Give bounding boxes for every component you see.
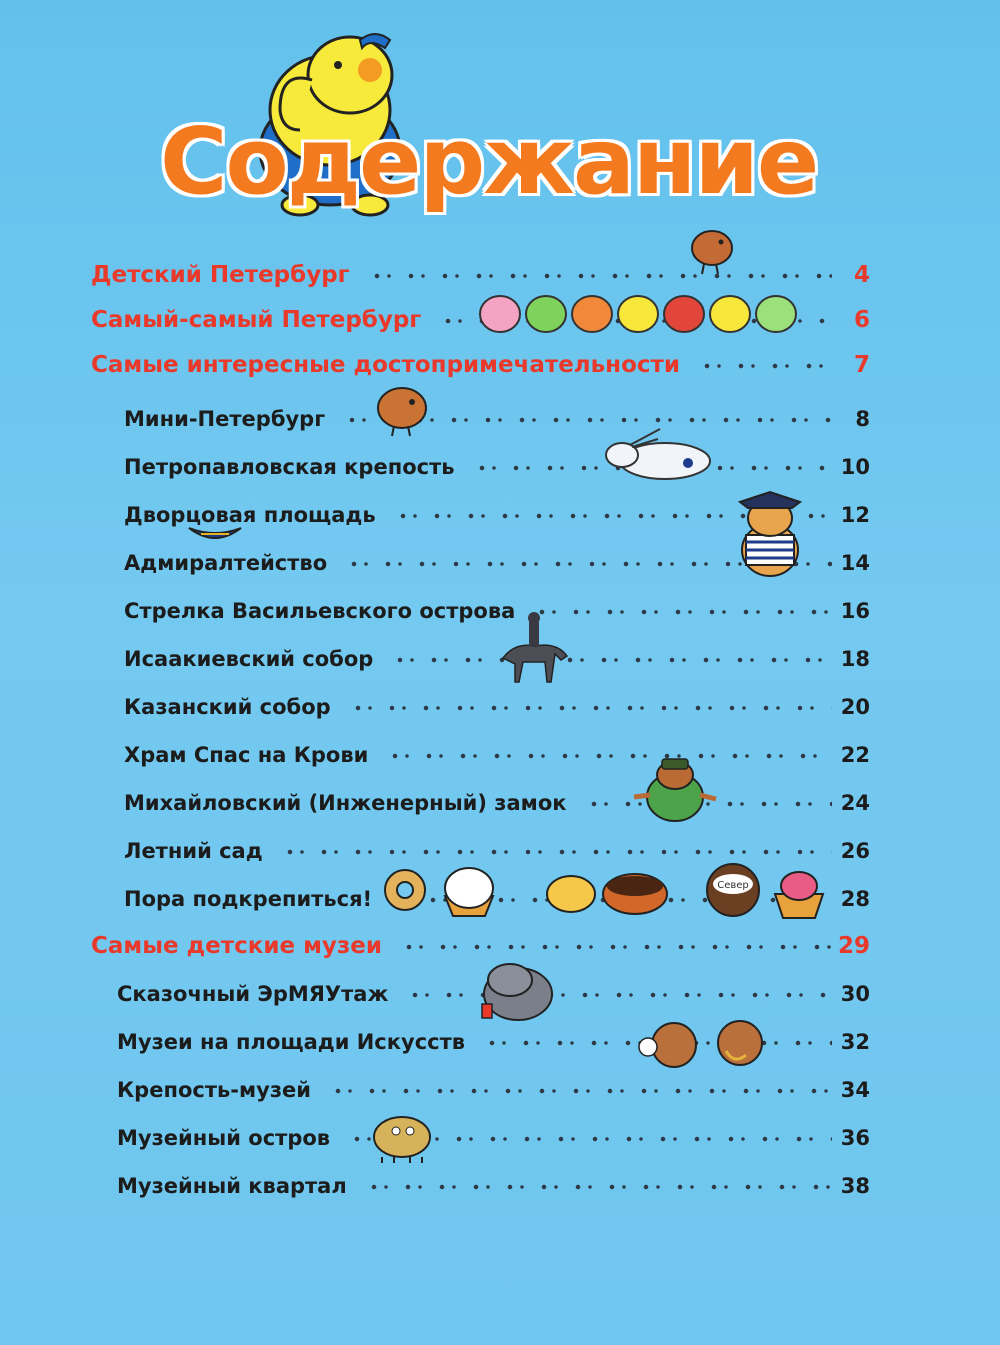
toc-row[interactable]	[0, 447, 1000, 487]
toc-entry-title: Казанский собор	[124, 695, 331, 719]
toc-row[interactable]	[0, 735, 1000, 775]
toc-entry-title: Стрелка Васильевского острова	[124, 599, 516, 623]
toc-entry-title: Музейный квартал	[117, 1174, 347, 1198]
toc-page-number: 10	[840, 455, 870, 479]
colorful-elephants-icon	[478, 290, 798, 338]
toc-row[interactable]	[0, 1070, 1000, 1110]
toc-row[interactable]	[0, 783, 1000, 823]
leader-dots	[398, 991, 832, 999]
toc-entry-title: Михайловский (Инженерный) замок	[124, 791, 567, 815]
toc-page-number: 4	[853, 262, 870, 288]
bird-icon	[688, 222, 738, 277]
leader-dots	[341, 704, 832, 712]
toc-entry-title: Адмиралтейство	[124, 551, 328, 575]
toc-page-number: 22	[840, 743, 870, 767]
toc-entry-title: Храм Спас на Крови	[124, 743, 369, 767]
toc-row[interactable]	[0, 1166, 1000, 1206]
leader-dots	[321, 1087, 832, 1095]
toc-page-number: 26	[840, 839, 870, 863]
toc-entry-title: Сказочный ЭрМЯУтаж	[117, 982, 389, 1006]
toc-entry-title: Самые детские музеи	[91, 933, 382, 959]
cake-label: Север	[717, 880, 749, 891]
toc-entry-title: Крепость-музей	[117, 1078, 312, 1102]
leader-dots	[383, 656, 832, 664]
leader-dots	[378, 752, 832, 760]
rabbit-icon	[600, 425, 725, 485]
toc-page-number: 6	[853, 307, 870, 333]
toc-page-number: 18	[840, 647, 870, 671]
toc-page-number: 32	[840, 1030, 870, 1054]
toc-page-number: 34	[840, 1078, 870, 1102]
toc-page-number: 38	[840, 1174, 870, 1198]
toc-entry-title: Музеи на площади Искусств	[117, 1030, 466, 1054]
leader-dots	[392, 943, 832, 951]
toc-page-number: 16	[840, 599, 870, 623]
toc-entry-title: Исаакиевский собор	[124, 647, 374, 671]
toc-entry-title: Петропавловская крепость	[124, 455, 455, 479]
pastries-illustration	[375, 860, 825, 920]
toc-page-number: 20	[840, 695, 870, 719]
soldier-bird-icon	[630, 755, 720, 830]
monster-icon	[370, 1113, 434, 1165]
toc-entry-title: Пора подкрепиться!	[124, 887, 373, 911]
toc-entry-title: Дворцовая площадь	[124, 503, 376, 527]
leader-dots	[360, 272, 832, 280]
toc-page-number: 14	[840, 551, 870, 575]
toc-page-number: 12	[840, 503, 870, 527]
toc-row[interactable]	[0, 495, 1000, 535]
toc-entry-title: Мини-Петербург	[124, 407, 326, 431]
toc-page-number: 29	[837, 933, 870, 959]
toc-entry-title: Музейный остров	[117, 1126, 331, 1150]
toc-page-number: 7	[853, 352, 870, 378]
toc-row[interactable]	[0, 1022, 1000, 1062]
toc-row[interactable]	[0, 255, 1000, 295]
toc-row[interactable]	[0, 1118, 1000, 1158]
horseman-icon	[495, 608, 575, 686]
toc-row[interactable]	[0, 345, 1000, 385]
toc-row[interactable]	[0, 399, 1000, 439]
toc-row[interactable]	[0, 687, 1000, 727]
toc-entry-title: Летний сад	[124, 839, 263, 863]
page-title: Содержание	[160, 108, 818, 215]
bird-icon	[372, 380, 432, 440]
leader-dots	[690, 362, 832, 370]
toc-entry-title: Самые интересные достопримечательности	[91, 352, 680, 378]
leader-dots	[357, 1183, 832, 1191]
toc-page-number: 30	[840, 982, 870, 1006]
title-block	[160, 20, 840, 230]
toc-page-number: 36	[840, 1126, 870, 1150]
hat-icon	[185, 520, 245, 550]
cat-sailor-icon	[722, 490, 817, 585]
artist-birds-icon	[630, 1005, 770, 1075]
toc-page-number: 24	[840, 791, 870, 815]
toc-entry-title: Самый-самый Петербург	[91, 307, 422, 333]
toc-row[interactable]	[0, 543, 1000, 583]
cat-icon	[478, 950, 558, 1025]
toc-entry-title: Детский Петербург	[91, 262, 350, 288]
leader-dots	[273, 848, 832, 856]
toc-page-number: 8	[855, 407, 870, 431]
toc-page-number: 28	[840, 887, 870, 911]
